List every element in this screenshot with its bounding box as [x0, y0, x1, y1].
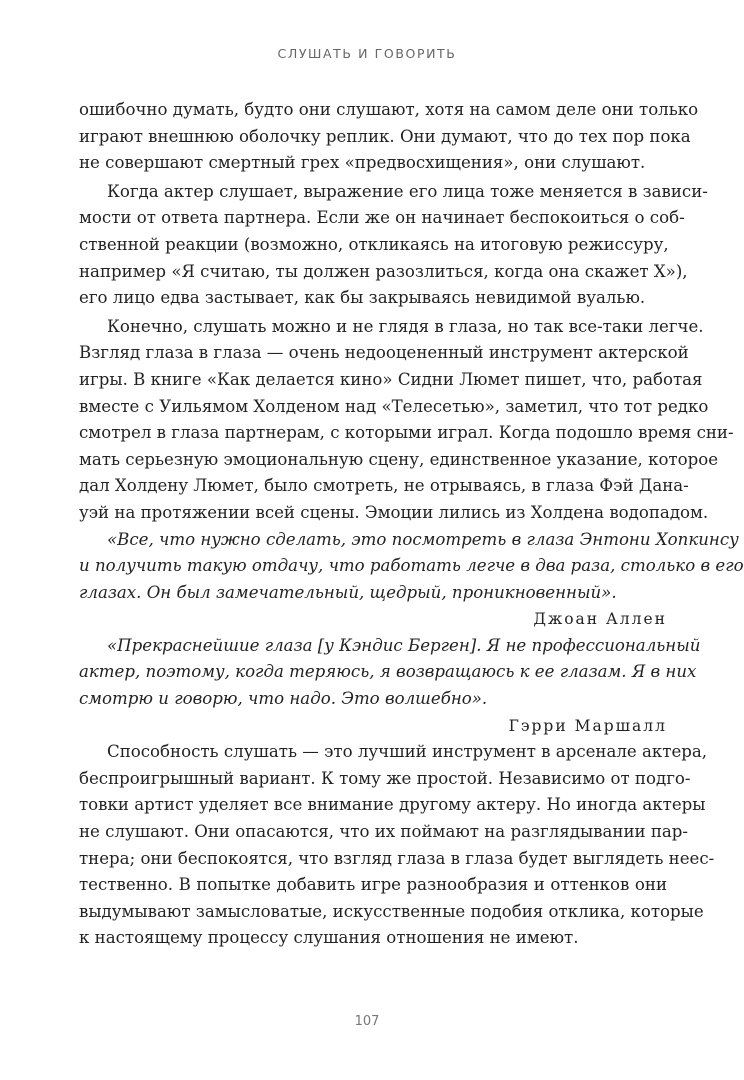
text-line: дал Холдену Люмет, было смотреть, не отрываясь, в глаза Фэй Дана- — [79, 476, 689, 496]
quote-line: и получить такую отдачу, что работать легче в два раза, столько в его — [79, 556, 744, 576]
text-line: его лицо едва застывает, как бы закрываясь невидимой вуалью. — [79, 288, 646, 308]
text-line: смотрел в глаза партнерам, с которыми играл. Когда подошло время сни- — [79, 423, 734, 443]
text-line: ственной реакции (возможно, откликаясь на итоговую режиссуру, — [79, 234, 669, 254]
quote-line: «Все, что нужно сделать, это посмотреть в глаза Энтони Хопкинсу — [107, 529, 739, 549]
paragraph — [79, 314, 734, 527]
page-number: 107 — [354, 1014, 380, 1029]
text-line: вместе с Уильямом Холденом над «Телесетью», заметил, что тот редко — [79, 396, 709, 416]
text-line: ошибочно думать, будто они слушают, хотя на самом деле они только — [79, 100, 699, 119]
text-line: товки артист уделяет все внимание другому актеру. Но иногда актеры — [79, 795, 706, 815]
text-line: Когда актер слушает, выражение его лица тоже меняется в зависи- — [107, 181, 708, 201]
quote-author: Гэрри Маршалл — [508, 716, 667, 735]
text-line: не слушают. Они опасаются, что их поймают на разглядывании пар- — [79, 822, 689, 842]
epigraph-quote — [79, 633, 701, 739]
text-line: уэй на протяжении всей сцены. Эмоции лились из Холдена водопадом. — [79, 502, 709, 522]
text-line: тественно. В попытке добавить игре разнообразия и оттенков они — [79, 875, 667, 895]
text-line: к настоящему процессу слушания отношения не имеют. — [79, 928, 579, 948]
quote-line: актер, поэтому, когда теряюсь, я возвращаюсь к ее глазам. Я в них — [79, 662, 697, 682]
quote-author: Джоан Аллен — [533, 610, 667, 629]
text-line: Взгляд глаза в глаза — очень недооцененный инструмент актерской — [79, 343, 689, 363]
body-text — [79, 97, 744, 952]
text-line: Способность слушать — это лучший инструмент в арсенале актера, — [107, 742, 708, 762]
epigraph-quote — [79, 527, 744, 633]
text-line: игры. В книге «Как делается кино» Сидни Люмет пишет, что, работая — [79, 369, 703, 389]
paragraph — [79, 179, 708, 312]
text-line: играют внешнюю оболочку реплик. Они думают, что до тех пор пока — [79, 126, 691, 146]
text-line: Конечно, слушать можно и не глядя в глаза, но так все-таки легче. — [107, 316, 704, 336]
text-line: мать серьезную эмоциональную сцену, единственное указание, которое — [79, 449, 719, 469]
quote-line: смотрю и говорю, что надо. Это волшебно». — [79, 689, 488, 709]
paragraph — [79, 739, 715, 952]
running-head: СЛУШАТЬ И ГОВОРИТЬ — [277, 46, 457, 61]
text-line: не совершают смертный грех «предвосхищения», они слушают. — [79, 153, 646, 173]
text-line: беспроигрышный вариант. К тому же простой. Независимо от подго- — [79, 768, 691, 788]
text-line: выдумывают замысловатые, искусственные подобия отклика, которые — [79, 901, 704, 921]
text-line: мости от ответа партнера. Если же он начинает беспокоиться о соб- — [79, 208, 685, 228]
text-line: например «Я считаю, ты должен разозлиться, когда она скажет X»), — [79, 261, 688, 281]
quote-line: глазах. Он был замечательный, щедрый, проникновенный». — [79, 582, 617, 602]
paragraph — [79, 97, 699, 177]
text-line: тнера; они беспокоятся, что взгляд глаза в глаза будет выглядеть неес- — [79, 848, 715, 868]
quote-line: «Прекраснейшие глаза [у Кэндис Берген]. Я не профессиональный — [107, 635, 701, 655]
